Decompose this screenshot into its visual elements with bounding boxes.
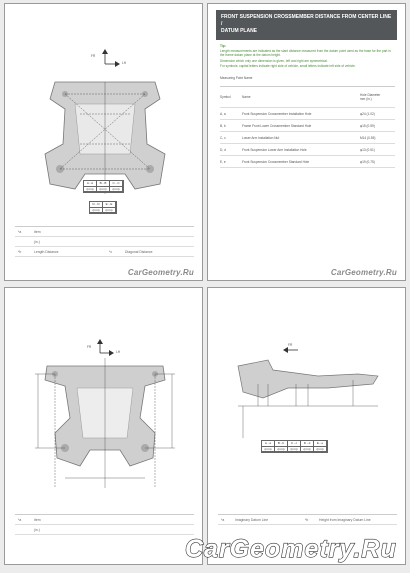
measuring-heading: Measuring Point Name: [220, 76, 253, 80]
cell-name: Frame Front Lower Crossmember Standard Hole: [242, 123, 312, 128]
crossmember-top-view-diagram: [5, 4, 203, 229]
watermark: CarGeometry.Ru: [127, 268, 194, 277]
legend-cell: (in.): [34, 527, 40, 532]
table-row: [220, 144, 395, 156]
tip-item: For symbols: capital letters indicate right side of vehicle, small letters indicate left side of vehicle.: [220, 63, 356, 68]
spec-value: (mm): [314, 447, 327, 453]
spec-value: (mm): [90, 208, 103, 214]
spec-head: B - b: [275, 441, 288, 447]
callout-lh: LH: [122, 61, 127, 65]
title-line-2: DATUM PLANE: [221, 28, 258, 34]
legend-cell: Length Distance: [34, 249, 59, 254]
page-4: [207, 287, 406, 565]
cell-symbol: B, b: [220, 123, 226, 128]
spec-head: E - e: [314, 441, 327, 447]
legend-cell: Height from Imaginary Datum Line: [319, 517, 371, 522]
legend-cell: *a: [221, 517, 225, 522]
column-header: Hole Diameter: [360, 93, 381, 97]
cell-name: Lower Arm Installation Nut: [242, 135, 280, 140]
spec-head: E - E: [103, 202, 116, 208]
spec-value: (mm): [84, 187, 97, 193]
page-2: [207, 3, 406, 281]
tip-item: Length measurements are indicated as the slant distance measured from the datum point used as the base for the part in the frame datum plane at the datum height.: [220, 49, 391, 58]
legend-cell: *b: [18, 249, 22, 254]
spec-value: (mm): [110, 187, 123, 193]
spec-value: (mm): [288, 447, 301, 453]
legend-cell: *b: [305, 517, 309, 522]
callout-fr: FR: [288, 343, 293, 347]
legend-table: [15, 514, 194, 535]
legend-cell: Item: [34, 517, 41, 522]
spec-head: A - a: [262, 441, 275, 447]
legend-cell: Imaginary Datum Line: [235, 517, 269, 522]
spec-head: D - d: [301, 441, 314, 447]
cell-value: φ19 (0.75): [360, 159, 375, 164]
callout-fr: FR: [87, 345, 92, 349]
spec-value: (mm): [103, 208, 116, 214]
spec-head: D - D: [90, 202, 103, 208]
cell-symbol: D, d: [220, 147, 226, 152]
callout-fr: FR: [91, 54, 96, 58]
legend-cell: *a: [18, 517, 22, 522]
section-title: [216, 10, 397, 40]
footer-watermark: CarGeometry.Ru: [185, 535, 397, 563]
legend-table: [218, 514, 397, 525]
table-row: [220, 120, 395, 132]
measuring-table: [220, 86, 395, 168]
crossmember-bottom-view-diagram: [5, 288, 203, 513]
cell-symbol: E, e: [220, 159, 226, 164]
spec-head: C - c: [288, 441, 301, 447]
cell-value: φ24 (1.02): [360, 111, 375, 116]
cell-value: M14 (0.55): [360, 135, 376, 140]
cell-symbol: C, c: [220, 135, 226, 140]
title-line-1: FRONT SUSPENSION CROSSMEMBER DISTANCE FROM CENTER LINE /: [221, 14, 392, 27]
column-header: Name: [242, 95, 251, 99]
column-header: Symbol: [220, 95, 231, 99]
callout-lh: LH: [116, 350, 121, 354]
spec-head: B - B: [97, 181, 110, 187]
spec-value: (mm): [97, 187, 110, 193]
spec-table-bottom: [89, 201, 117, 214]
page-1: [4, 3, 203, 281]
spec-value: (mm): [275, 447, 288, 453]
table-row: [220, 156, 395, 168]
legend-cell: Item: [34, 229, 41, 234]
spec-head: C - C: [110, 181, 123, 187]
legend-cell: *a: [18, 229, 22, 234]
cell-value: φ15 (0.59): [360, 123, 375, 128]
legend-cell: (in.): [34, 239, 40, 244]
tip-block: [220, 44, 395, 69]
cell-symbol: A, a: [220, 111, 226, 116]
cell-name: Front Suspension Crossmember Standard Hole: [242, 159, 310, 164]
cell-name: Front Suspension Lower Arm Installation Hole: [242, 147, 307, 152]
tip-label: Tip:: [220, 44, 226, 48]
tip-item: Dimension which only one dimension is given, left and right are symmetrical.: [220, 58, 328, 63]
spec-table: [261, 440, 328, 453]
table-row: [220, 132, 395, 144]
column-unit: mm (in.): [360, 97, 372, 101]
legend-cell: Diagonal Distance: [125, 249, 153, 254]
spec-value: (mm): [262, 447, 275, 453]
legend-cell: *c: [109, 249, 113, 254]
cell-name: Front Suspension Crossmember Installation Hole: [242, 111, 312, 116]
table-row: [220, 108, 395, 120]
legend-table: [15, 226, 194, 257]
spec-table-top: [83, 180, 124, 193]
spec-value: (mm): [301, 447, 314, 453]
page-3: [4, 287, 203, 565]
spec-head: A - A: [84, 181, 97, 187]
crossmember-side-view-diagram: [208, 288, 406, 513]
cell-value: φ13 (0.51): [360, 147, 375, 152]
watermark: CarGeometry.Ru: [330, 268, 397, 277]
